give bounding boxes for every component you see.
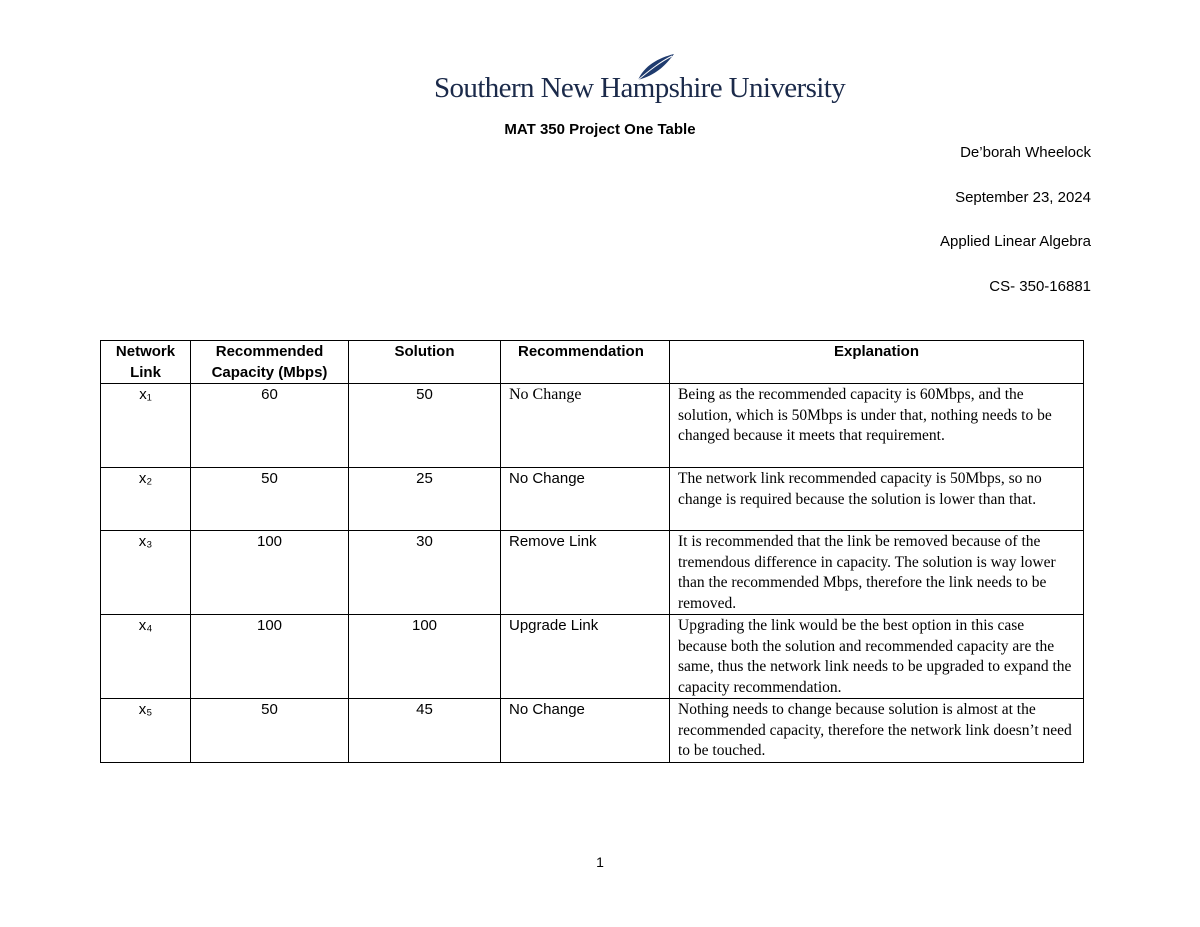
link-cell: x₂ xyxy=(101,468,191,531)
column-header-network-link: Network Link xyxy=(101,341,191,384)
solution-cell: 45 xyxy=(349,699,501,763)
capacity-cell: 50 xyxy=(191,699,349,763)
solution-cell: 100 xyxy=(349,615,501,699)
link-cell: x₄ xyxy=(101,615,191,699)
course-code: CS- 350-16881 xyxy=(989,278,1091,295)
recommendation-cell: No Change xyxy=(501,384,670,468)
link-cell: x₃ xyxy=(101,531,191,615)
recommendation-cell: Upgrade Link xyxy=(501,615,670,699)
page-number: 1 xyxy=(596,854,604,870)
link-cell: x₁ xyxy=(101,384,191,468)
capacity-cell: 60 xyxy=(191,384,349,468)
explanation-cell: Upgrading the link would be the best option in this case because both the solution and recommended capacity are the same, thus the network link needs to be upgraded to expand the capacity recommendation. xyxy=(670,615,1084,699)
table-row xyxy=(101,615,1084,699)
course-name: Applied Linear Algebra xyxy=(940,233,1091,250)
table-row xyxy=(101,384,1084,468)
explanation-cell: It is recommended that the link be removed because of the tremendous difference in capacity. The solution is way lower than the recommended Mbps, therefore the link needs to be removed. xyxy=(670,531,1084,615)
document-date: September 23, 2024 xyxy=(955,189,1091,206)
capacity-cell: 50 xyxy=(191,468,349,531)
column-header-recommendation: Recommendation xyxy=(501,341,670,384)
table-row xyxy=(101,531,1084,615)
table-row xyxy=(101,699,1084,763)
recommendation-cell: No Change xyxy=(501,468,670,531)
solution-cell: 30 xyxy=(349,531,501,615)
solution-cell: 50 xyxy=(349,384,501,468)
logo-text: Southern New Hampshire University xyxy=(434,72,846,104)
table-header-row xyxy=(101,341,1084,384)
recommendation-cell: Remove Link xyxy=(501,531,670,615)
column-header-explanation: Explanation xyxy=(670,341,1084,384)
capacity-cell: 100 xyxy=(191,531,349,615)
recommendation-cell: No Change xyxy=(501,699,670,763)
explanation-cell: Being as the recommended capacity is 60Mbps, and the solution, which is 50Mbps is under that, nothing needs to be changed because it meets that requirement. xyxy=(670,384,1084,468)
solution-cell: 25 xyxy=(349,468,501,531)
column-header-solution: Solution xyxy=(349,341,501,384)
column-header-capacity: Recommended Capacity (Mbps) xyxy=(191,341,349,384)
network-link-table xyxy=(100,340,1084,763)
author-name: De’borah Wheelock xyxy=(960,144,1091,161)
table-row xyxy=(101,468,1084,531)
link-cell: x₅ xyxy=(101,699,191,763)
explanation-cell: The network link recommended capacity is 50Mbps, so no change is required because the solution is lower than that. xyxy=(670,468,1084,531)
document-title: MAT 350 Project One Table xyxy=(504,121,696,138)
explanation-cell: Nothing needs to change because solution is almost at the recommended capacity, therefore the network link doesn’t need to be touched. xyxy=(670,699,1084,763)
university-logo xyxy=(434,52,846,104)
capacity-cell: 100 xyxy=(191,615,349,699)
